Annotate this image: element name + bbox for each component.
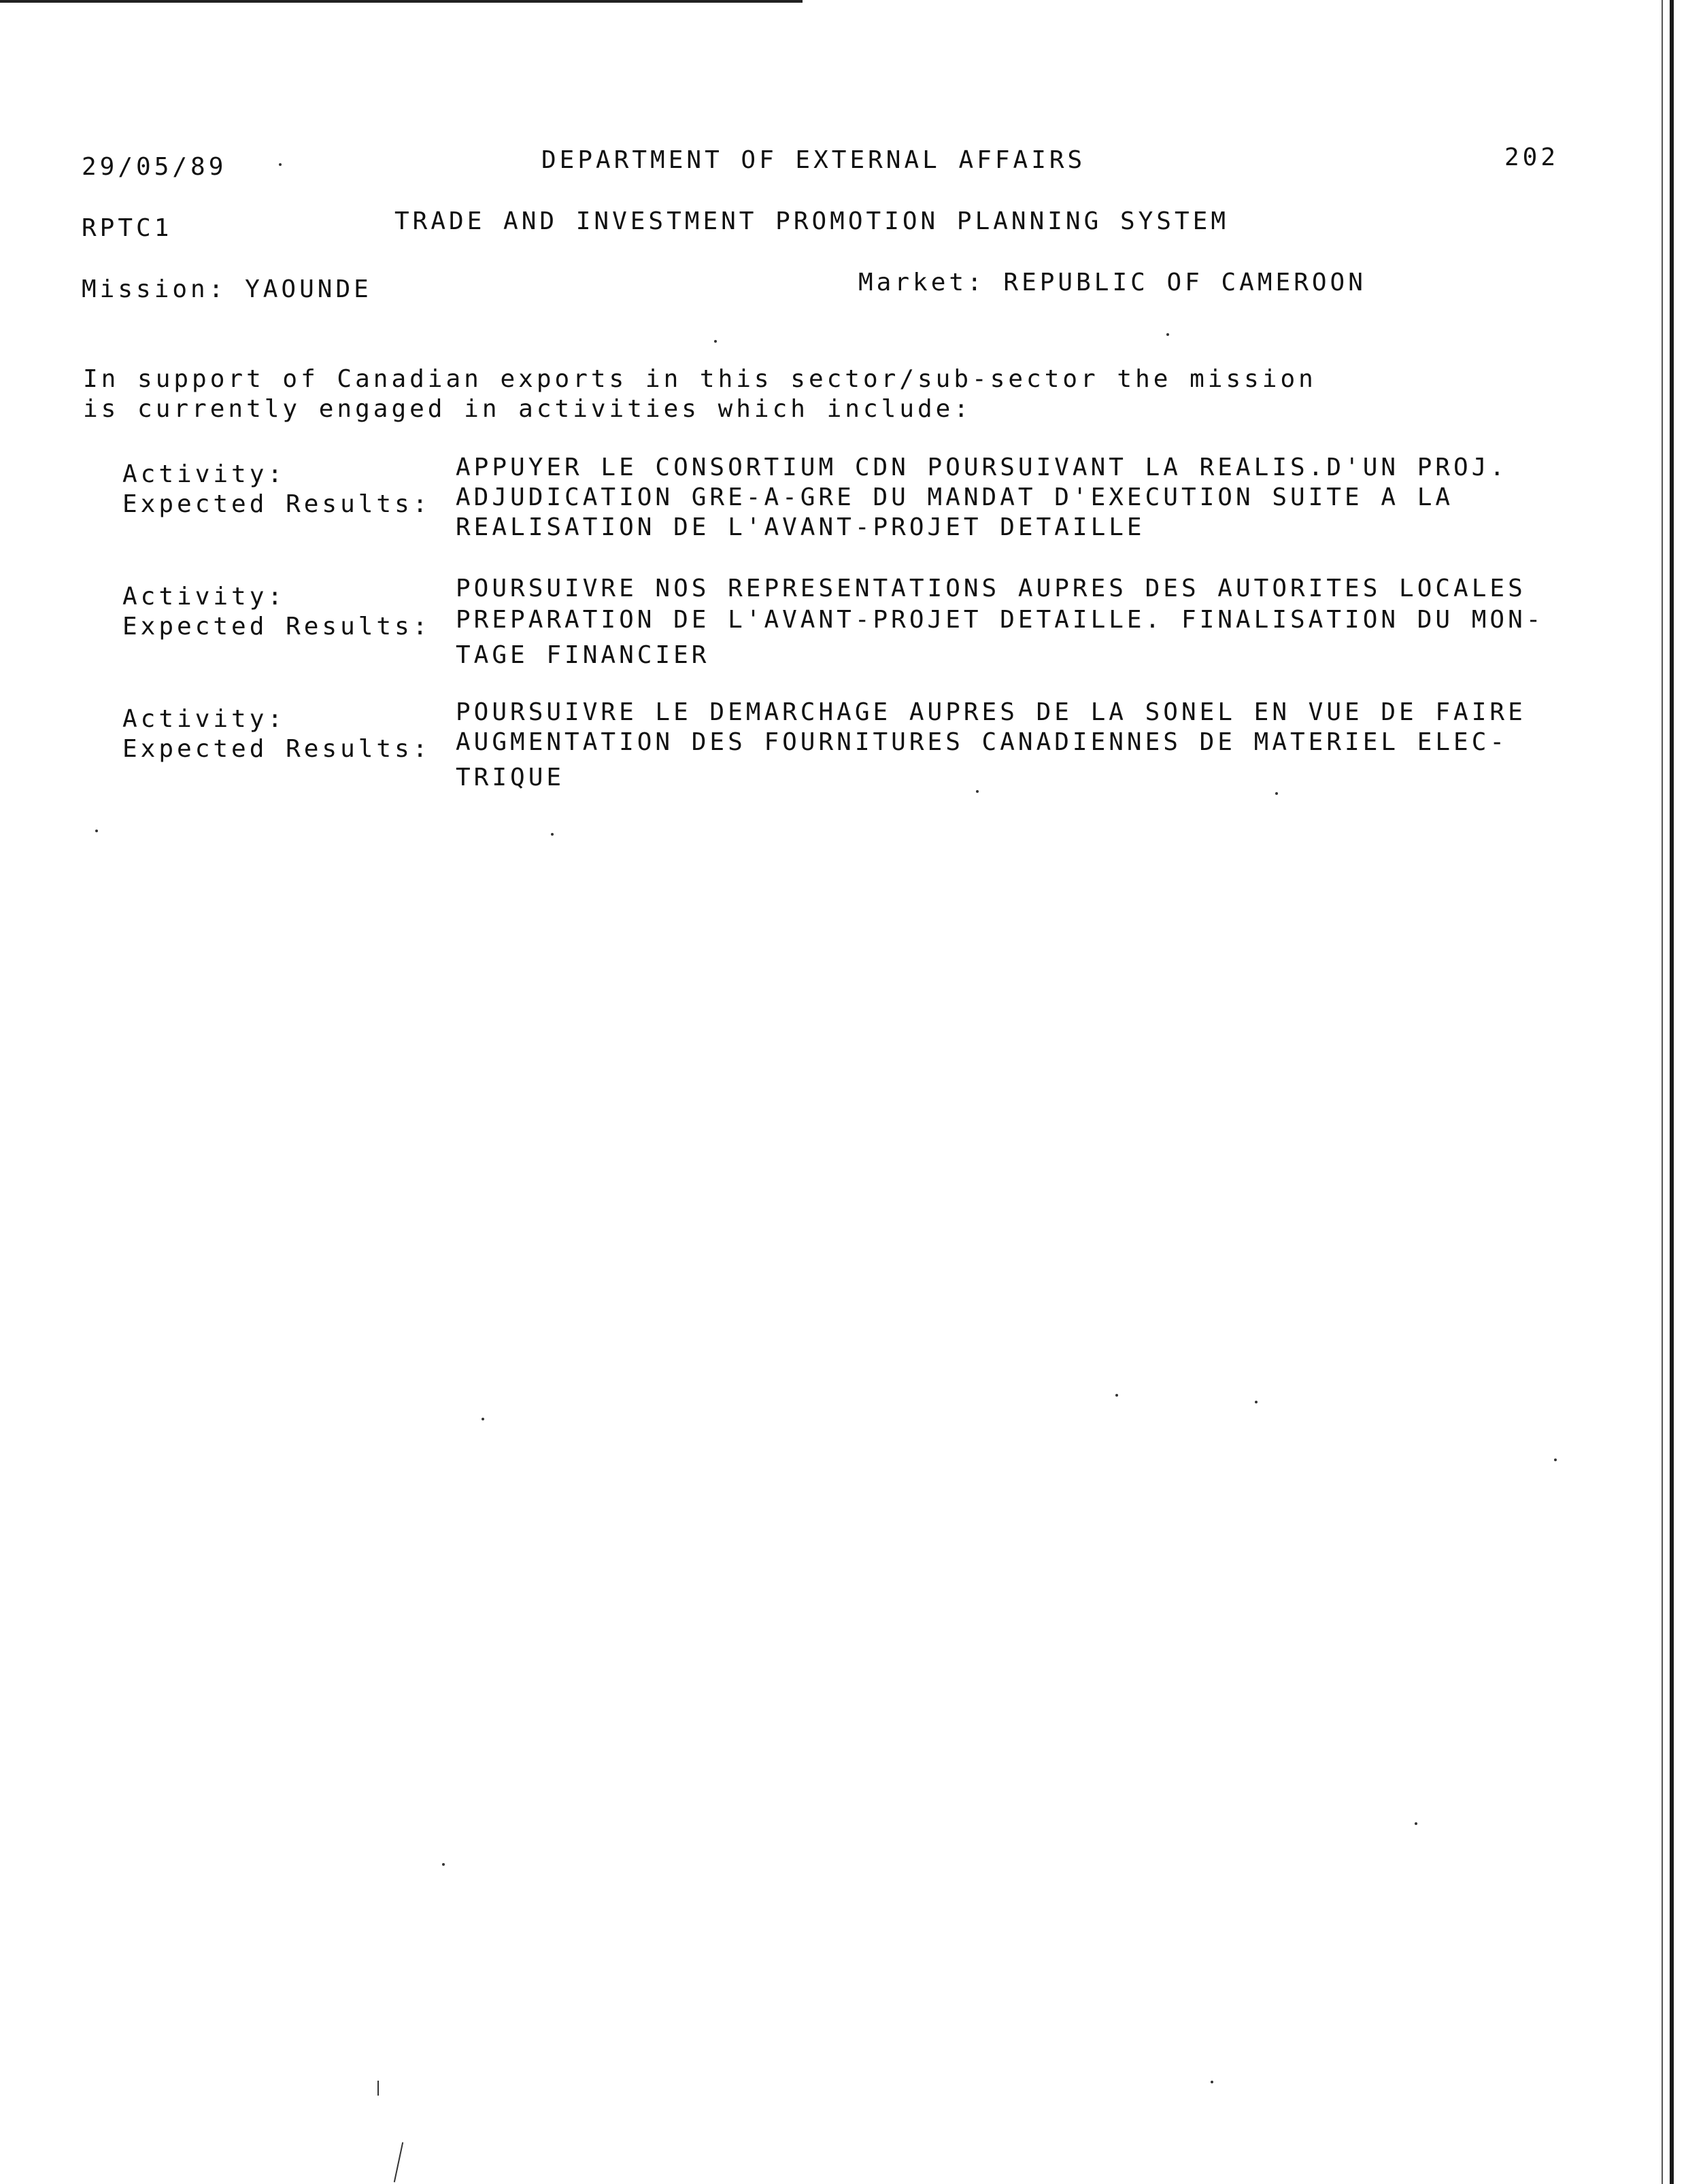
scan-mark bbox=[394, 2142, 403, 2182]
activity-value: APPUYER LE CONSORTIUM CDN POURSUIVANT LA REALIS.D'UN PROJ. bbox=[456, 454, 1508, 481]
top-scan-edge bbox=[0, 0, 803, 3]
scan-speck bbox=[279, 163, 282, 166]
expected-results-label: Expected Results: bbox=[122, 490, 431, 518]
expected-results-value: AUGMENTATION DES FOURNITURES CANADIENNES DE MATERIEL ELEC- bbox=[456, 728, 1508, 756]
mission-value: YAOUNDE bbox=[245, 275, 372, 303]
activity-value: POURSUIVRE NOS REPRESENTATIONS AUPRES DES AUTORITES LOCALES bbox=[456, 575, 1526, 602]
scan-speck bbox=[1211, 2081, 1213, 2083]
scan-speck bbox=[1554, 1458, 1557, 1461]
expected-results-value-cont: TRIQUE bbox=[456, 764, 565, 791]
expected-results-label: Expected Results: bbox=[122, 613, 431, 641]
scan-speck bbox=[1255, 1401, 1258, 1403]
expected-results-value: PREPARATION DE L'AVANT-PROJET DETAILLE. FINALISATION DU MON- bbox=[456, 606, 1545, 634]
expected-results-label: Expected Results: bbox=[122, 735, 431, 763]
scan-speck bbox=[1115, 1394, 1118, 1397]
market-label: Market: bbox=[858, 269, 985, 296]
report-date: 29/05/89 bbox=[82, 153, 227, 181]
system-title: TRADE AND INVESTMENT PROMOTION PLANNING SYSTEM bbox=[394, 207, 1229, 235]
scan-speck bbox=[95, 830, 98, 832]
scan-speck bbox=[1275, 792, 1278, 795]
activity-label: Activity: bbox=[122, 583, 286, 611]
scan-speck bbox=[714, 340, 717, 343]
right-scan-edge-inner bbox=[1662, 0, 1663, 2184]
intro-line-2: is currently engaged in activities which include: bbox=[83, 395, 973, 423]
scan-speck bbox=[551, 833, 554, 836]
report-code: RPTC1 bbox=[82, 214, 173, 242]
scan-speck bbox=[1415, 1822, 1417, 1825]
mission-label: Mission: bbox=[82, 275, 227, 303]
scan-speck bbox=[976, 790, 979, 793]
scan-speck bbox=[1166, 333, 1169, 336]
expected-results-value-cont: REALISATION DE L'AVANT-PROJET DETAILLE bbox=[456, 513, 1145, 541]
intro-line-1: In support of Canadian exports in this sector/sub-sector the mission bbox=[83, 365, 1317, 393]
activity-label: Activity: bbox=[122, 705, 286, 733]
expected-results-value-cont: TAGE FINANCIER bbox=[456, 641, 710, 669]
expected-results-value: ADJUDICATION GRE-A-GRE DU MANDAT D'EXECUTION SUITE A LA bbox=[456, 483, 1454, 511]
page-number: 202 bbox=[1504, 143, 1559, 171]
mission-field bbox=[82, 275, 372, 305]
scan-speck bbox=[442, 1863, 445, 1866]
department-title: DEPARTMENT OF EXTERNAL AFFAIRS bbox=[541, 146, 1086, 174]
activity-value: POURSUIVRE LE DEMARCHAGE AUPRES DE LA SONEL EN VUE DE FAIRE bbox=[456, 698, 1526, 726]
market-value: REPUBLIC OF CAMEROON bbox=[1003, 269, 1366, 296]
scan-mark bbox=[377, 2081, 379, 2096]
scan-speck bbox=[482, 1418, 484, 1420]
activity-label: Activity: bbox=[122, 460, 286, 488]
right-scan-edge bbox=[1670, 0, 1674, 2184]
market-field bbox=[858, 268, 1366, 298]
